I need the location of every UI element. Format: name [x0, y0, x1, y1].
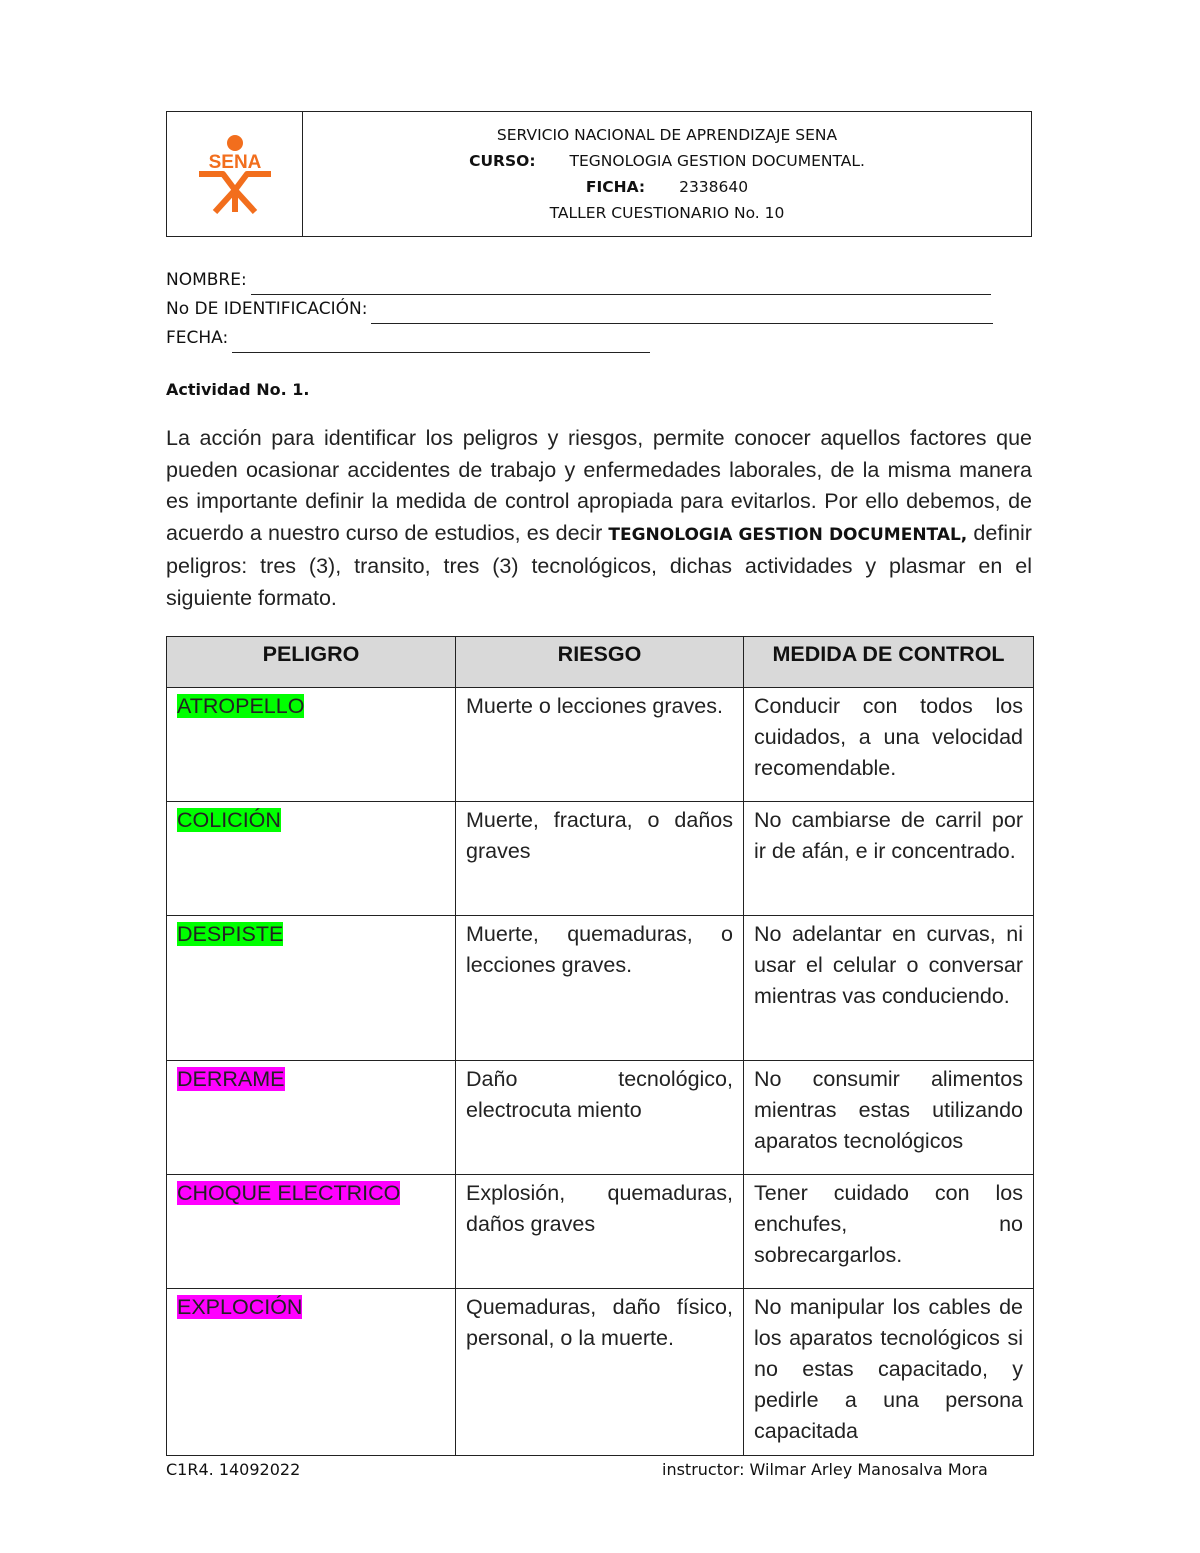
peligro-highlight: CHOQUE ELECTRICO — [177, 1181, 401, 1205]
date-blank[interactable] — [232, 335, 650, 353]
name-label: NOMBRE: — [166, 270, 247, 290]
id-line — [166, 295, 993, 324]
medida-cell: Tener cuidado con los enchufes, no sobrecargarlos. — [744, 1175, 1034, 1289]
header-medida: MEDIDA DE CONTROL — [744, 637, 1034, 688]
riesgo-cell: Muerte o lecciones graves. — [456, 688, 744, 802]
peligro-highlight: DERRAME — [177, 1067, 285, 1091]
table-row — [167, 1061, 1034, 1175]
peligro-cell — [167, 1175, 456, 1289]
sena-logo — [193, 134, 277, 214]
activity-title: Actividad No. 1. — [166, 380, 310, 399]
medida-cell: No adelantar en curvas, ni usar el celular o conversar mientras vas conduciendo. — [744, 916, 1034, 1061]
table-row — [167, 802, 1034, 916]
header-box — [166, 111, 1032, 237]
table-row — [167, 916, 1034, 1061]
id-blank[interactable] — [371, 306, 993, 324]
ficha-line — [586, 174, 748, 200]
riesgo-cell: Muerte, quemaduras, o lecciones graves. — [456, 916, 744, 1061]
footer-code: C1R4. 14092022 — [166, 1460, 301, 1479]
course-value: TEGNOLOGIA GESTION DOCUMENTAL. — [569, 152, 865, 170]
paragraph-bold-course: TEGNOLOGIA GESTION DOCUMENTAL, — [608, 524, 968, 545]
name-blank[interactable] — [251, 277, 991, 295]
header-peligro: PELIGRO — [167, 637, 456, 688]
medida-cell: No manipular los cables de los aparatos tecnológicos si no estas capacitado, y pedirle a una persona capacitada — [744, 1289, 1034, 1456]
paragraph-text-2: definir peligros: tres (3), transito, tres (3) tecnológicos, dichas actividades y plasmar en el siguiente formato. — [166, 520, 1032, 610]
medida-cell: Conducir con todos los cuidados, a una velocidad recomendable. — [744, 688, 1034, 802]
peligro-highlight: COLICIÓN — [177, 808, 281, 832]
course-label: CURSO: — [469, 152, 536, 170]
riesgo-cell: Muerte, fractura, o daños graves — [456, 802, 744, 916]
table-header-row — [167, 637, 1034, 688]
table-row — [167, 688, 1034, 802]
footer-instructor: instructor: Wilmar Arley Manosalva Mora — [662, 1460, 988, 1479]
hazard-table — [166, 636, 1034, 1456]
student-info — [166, 266, 993, 353]
header-riesgo: RIESGO — [456, 637, 744, 688]
medida-cell: No consumir alimentos mientras estas utilizando aparatos tecnológicos — [744, 1061, 1034, 1175]
name-line — [166, 266, 993, 295]
peligro-cell — [167, 802, 456, 916]
logo-cell — [167, 112, 303, 236]
table-row — [167, 1175, 1034, 1289]
peligro-cell — [167, 916, 456, 1061]
peligro-cell — [167, 1061, 456, 1175]
svg-text:SENA: SENA — [208, 152, 261, 173]
header-titles — [303, 112, 1031, 236]
ficha-label: FICHA: — [585, 178, 646, 196]
course-line — [469, 148, 865, 174]
paragraph-text-1: La acción para identificar los peligros y riesgos, permite conocer aquellos factores que pueden ocasionar accidentes de trabajo y enfermedades laborales, de la misma manera es importante definir la medida de control apropiada para evitarlos. Por ello debemos, de acuerdo a nuestro curso de estudios, es decir — [166, 426, 1032, 545]
ficha-value: 2338640 — [679, 178, 749, 196]
peligro-cell — [167, 1289, 456, 1456]
workshop-title: TALLER CUESTIONARIO No. 10 — [549, 204, 785, 222]
id-label: No DE IDENTIFICACIÓN: — [166, 299, 368, 319]
peligro-highlight: ATROPELLO — [177, 694, 305, 718]
peligro-highlight: DESPISTE — [177, 922, 284, 946]
peligro-highlight: EXPLOCIÓN — [177, 1295, 303, 1319]
riesgo-cell: Daño tecnológico, electrocuta miento — [456, 1061, 744, 1175]
riesgo-cell: Quemaduras, daño físico, personal, o la muerte. — [456, 1289, 744, 1456]
table-row — [167, 1289, 1034, 1456]
activity-paragraph — [166, 423, 1032, 614]
riesgo-cell: Explosión, quemaduras, daños graves — [456, 1175, 744, 1289]
date-label: FECHA: — [166, 328, 229, 348]
institution-name: SERVICIO NACIONAL DE APRENDIZAJE SENA — [496, 126, 838, 144]
date-line — [166, 324, 993, 353]
peligro-cell — [167, 688, 456, 802]
medida-cell: No cambiarse de carril por ir de afán, e ir concentrado. — [744, 802, 1034, 916]
